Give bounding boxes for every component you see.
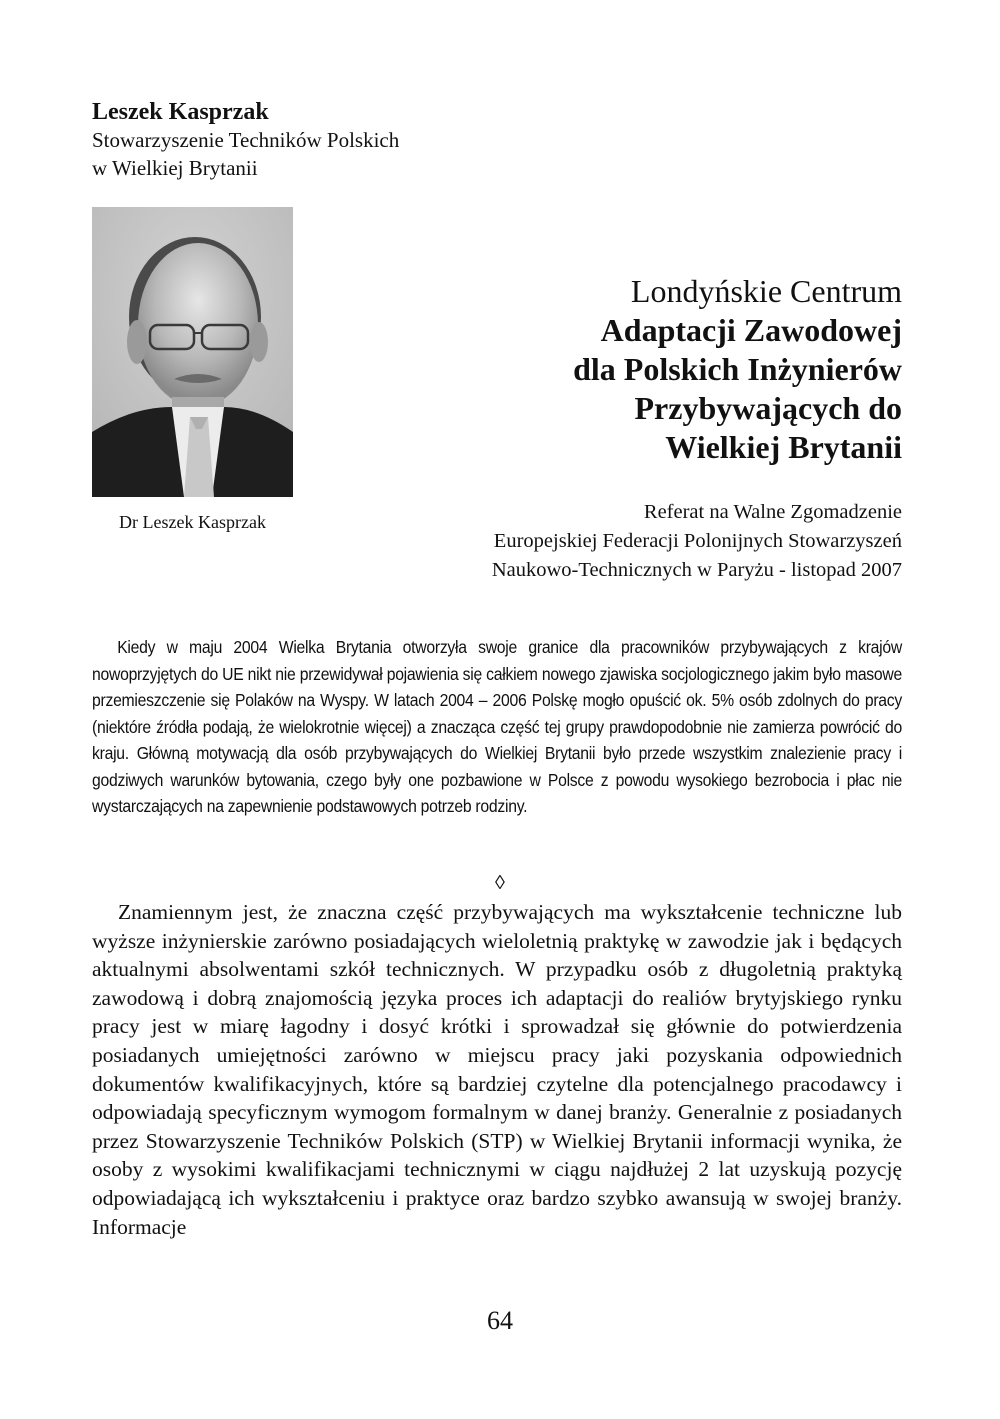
title-line-5: Wielkiej Brytanii [665,429,902,465]
diamond-divider-icon: ◊ [495,872,505,894]
author-organization-line2: w Wielkiej Brytanii [92,156,258,180]
article-subtitle [492,498,902,585]
title-line-2: Adaptacji Zawodowej [600,312,902,348]
author-block [92,98,399,182]
body-paragraph: Znamiennym jest, że znaczna część przybywających ma wykształcenie techniczne lub wyższe inżynierskie zarówno posiadających wieloletnią praktykę w zawodzie jak i będących aktualnymi absolwentami szkół technicznych. W przypadku osób z długoletnią praktyką zawodową i dobrą znajomością języka proces ich adaptacji do realiów brytyjskiego rynku pracy jest w miarę łagodny i dosyć krótki i sprowadzał się głównie do potwierdzenia posiadanych umiejętności zarówno w miejscu pracy jaki pozyskania odpowiednich dokumentów kwalifikacyjnych, które są bardziej czytelne dla potencjalnego pracodawcy i odpowiadają specyficznym wymogom formalnym w danej branży. Generalnie z posiadanych przez Stowarzyszenie Techników Polskich (STP) w Wielkiej Brytanii informacji wynika, że osoby z wysokimi kwalifikacjami technicznymi w ciągu najdłużej 2 lat uzyskują pozycję odpowiadającą ich wykształceniu i praktyce oraz bardzo szybko awansują w swojej branży. Informacje [92,900,902,1239]
title-line-4: Przybywających do [634,390,902,426]
article-title [573,272,902,467]
subtitle-line-2: Europejskiej Federacji Polonijnych Stowarzyszeń [493,530,902,552]
portrait-image-icon [92,207,293,497]
title-line-1: Londyńskie Centrum [630,273,902,309]
abstract-paragraph: Kiedy w maju 2004 Wielka Brytania otworzyła swoje granice dla pracowników przybywających z krajów nowoprzyjętych do UE nikt nie przewidywał pojawienia się całkiem nowego zjawiska socjologicznego jakim było masowe przemieszczenie się Polaków na Wyspy. W latach 2004 – 2006 Polskę mogło opuścić ok. 5% osób zdolnych do pracy (niektóre źródła podają, że wielokrotnie więcej) a znacząca część tej grupy prawdopodobnie nie zamierza powrócić do kraju. Główną motywacją dla osób przybywających do Wielkiej Brytanii było przede wszystkim znalezienie pracy i godziwych warunków bytowania, czego były one pozbawione w Polsce z powodu wysokiego bezrobocia i płac nie wystarczających na zapewnienie podstawowych potrzeb rodziny. [92,637,902,816]
photo-caption: Dr Leszek Kasprzak [119,512,266,532]
author-name: Leszek Kasprzak [92,99,269,125]
subtitle-line-1: Referat na Walne Zgomadzenie [643,501,902,523]
subtitle-line-3: Naukowo-Technicznych w Paryżu - listopad 2007 [491,559,902,581]
title-line-3: dla Polskich Inżynierów [573,351,902,387]
page-number: 64 [487,1306,513,1335]
author-portrait-photo [92,207,293,497]
author-organization-line1: Stowarzyszenie Techników Polskich [92,128,400,152]
